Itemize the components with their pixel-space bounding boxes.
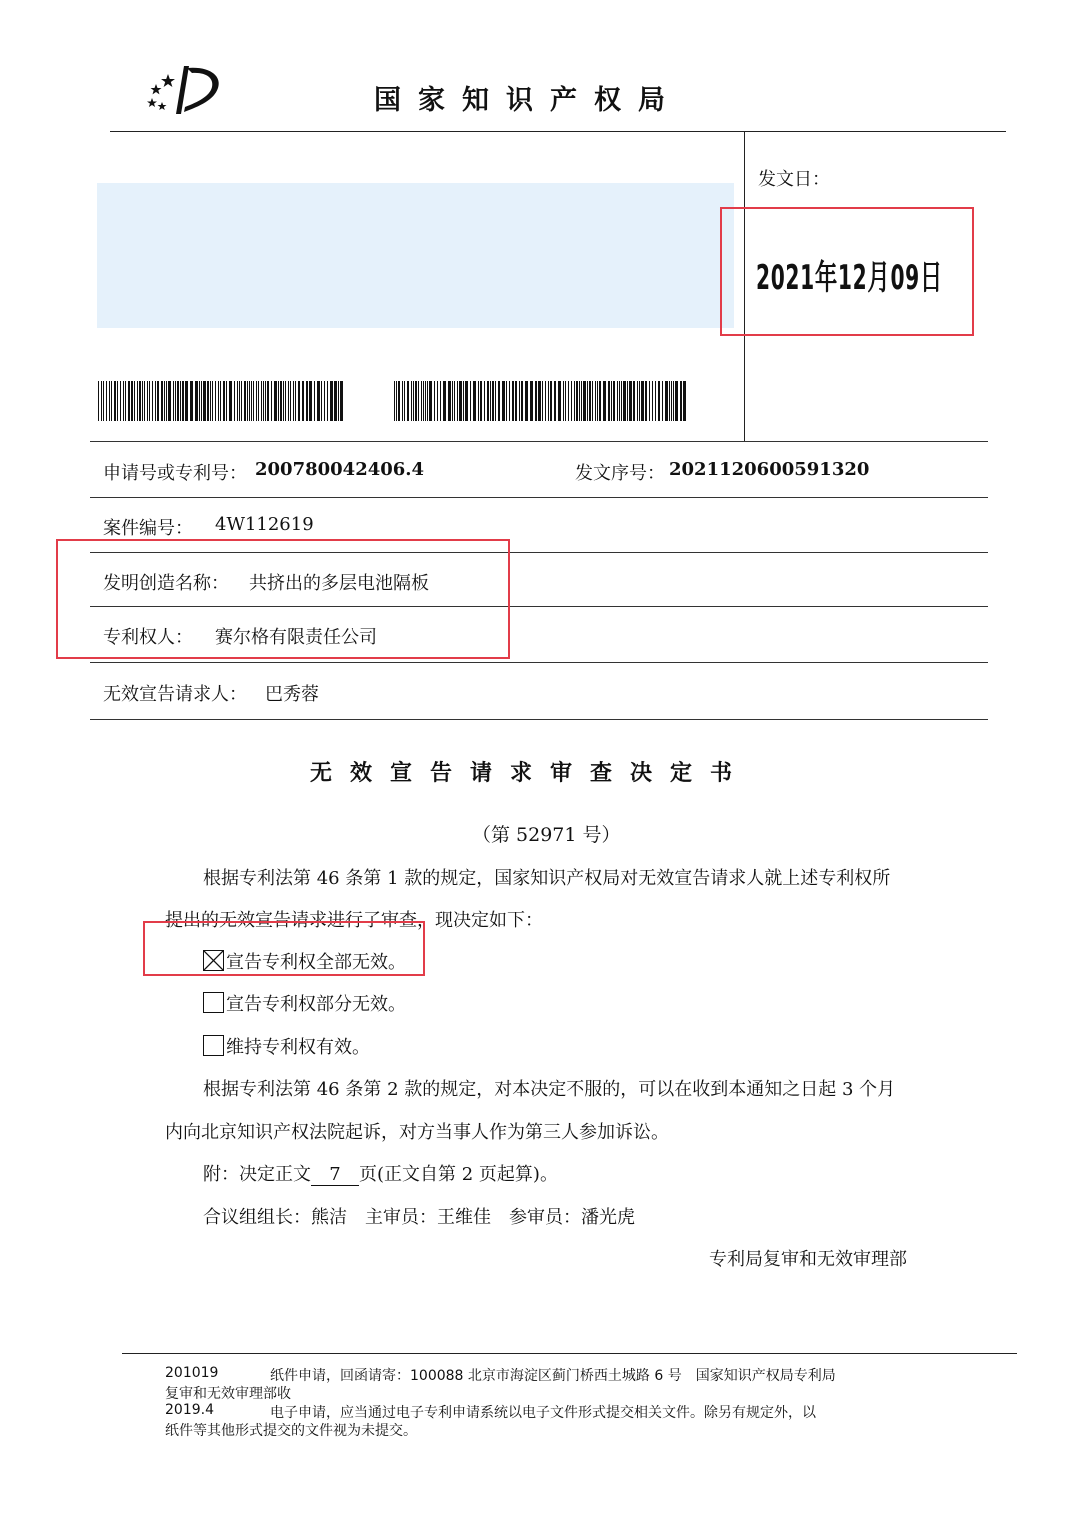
doc-no-value: 2021120600591320 bbox=[669, 459, 870, 480]
requester-label: 无效宣告请求人： bbox=[103, 684, 247, 705]
footer-text-1: 纸件申请，回函请寄：100088 北京市海淀区蓟门桥西土城路 6 号 国家知识产权局专利局 bbox=[270, 1368, 836, 1384]
requester-value: 巴秀蓉 bbox=[265, 684, 319, 705]
attach-suffix: 页(正文自第 2 页起算)。 bbox=[359, 1164, 558, 1185]
panel-members: 合议组组长：熊洁 主审员：王维佳 参审员：潘光虎 bbox=[203, 1207, 635, 1228]
app-no-label: 申请号或专利号： bbox=[103, 463, 247, 484]
footer-text-2b: 纸件等其他形式提交的文件视为未提交。 bbox=[165, 1423, 417, 1439]
paragraph-2-line-1: 根据专利法第 46 条第 2 款的规定，对本决定不服的，可以在收到本通知之日起 3 个月 bbox=[203, 1079, 896, 1100]
redacted-address-block bbox=[97, 183, 734, 328]
attach-prefix: 附：决定正文 bbox=[203, 1164, 311, 1185]
department: 专利局复审和无效审理部 bbox=[709, 1249, 907, 1270]
row-divider bbox=[90, 441, 988, 442]
option-label: 宣告专利权全部无效。 bbox=[226, 952, 406, 973]
footer-text-2: 电子申请，应当通过电子专利申请系统以电子文件形式提交相关文件。除另有规定外，以 bbox=[270, 1405, 816, 1421]
invention-label: 发明创造名称： bbox=[103, 573, 229, 594]
row-divider bbox=[90, 497, 988, 498]
checkbox-unchecked bbox=[203, 992, 224, 1013]
patentee-label: 专利权人： bbox=[103, 627, 193, 648]
option-label: 维持专利权有效。 bbox=[226, 1037, 370, 1058]
cnipa-logo bbox=[140, 62, 230, 118]
case-no-value: 4W112619 bbox=[215, 514, 314, 535]
row-divider bbox=[90, 719, 988, 720]
doc-no-label: 发文序号： bbox=[575, 463, 665, 484]
footer-code-2: 2019.4 bbox=[165, 1402, 214, 1418]
app-no-value: 200780042406.4 bbox=[255, 459, 425, 480]
decision-highlight-box bbox=[143, 921, 425, 976]
header-rule bbox=[110, 131, 1006, 132]
attach-pages: 7 bbox=[311, 1164, 359, 1186]
issue-date: 2021年12月09日 bbox=[756, 258, 943, 298]
issue-date-label: 发文日： bbox=[758, 169, 830, 190]
barcode-left bbox=[98, 381, 344, 421]
patentee-value: 赛尔格有限责任公司 bbox=[215, 627, 377, 648]
row-divider bbox=[90, 662, 988, 663]
footer-rule bbox=[122, 1353, 1017, 1354]
case-no-label: 案件编号： bbox=[103, 518, 193, 539]
name-highlight-box bbox=[56, 539, 510, 659]
checkbox-unchecked bbox=[203, 1035, 224, 1056]
paragraph-1-line-2: 提出的无效宣告请求进行了审查，现决定如下： bbox=[165, 910, 543, 931]
decision-number: （第 52971 号） bbox=[472, 824, 621, 846]
paragraph-2-line-2: 内向北京知识产权法院起诉，对方当事人作为第三人参加诉讼。 bbox=[165, 1122, 669, 1143]
attachment-line bbox=[203, 1160, 558, 1186]
footer-text-1b: 复审和无效审理部收 bbox=[165, 1386, 291, 1402]
invention-value: 共挤出的多层电池隔板 bbox=[249, 573, 429, 594]
org-name: 国家知识产权局 bbox=[374, 85, 682, 116]
barcode-right bbox=[394, 381, 686, 421]
footer-code-1: 201019 bbox=[165, 1365, 219, 1381]
option-label: 宣告专利权部分无效。 bbox=[226, 994, 406, 1015]
decision-title: 无效宣告请求审查决定书 bbox=[310, 761, 751, 786]
option-invalid-part bbox=[203, 990, 406, 1016]
paragraph-1-line-1: 根据专利法第 46 条第 1 款的规定，国家知识产权局对无效宣告请求人就上述专利权所 bbox=[203, 868, 891, 889]
option-maintain bbox=[203, 1033, 370, 1059]
